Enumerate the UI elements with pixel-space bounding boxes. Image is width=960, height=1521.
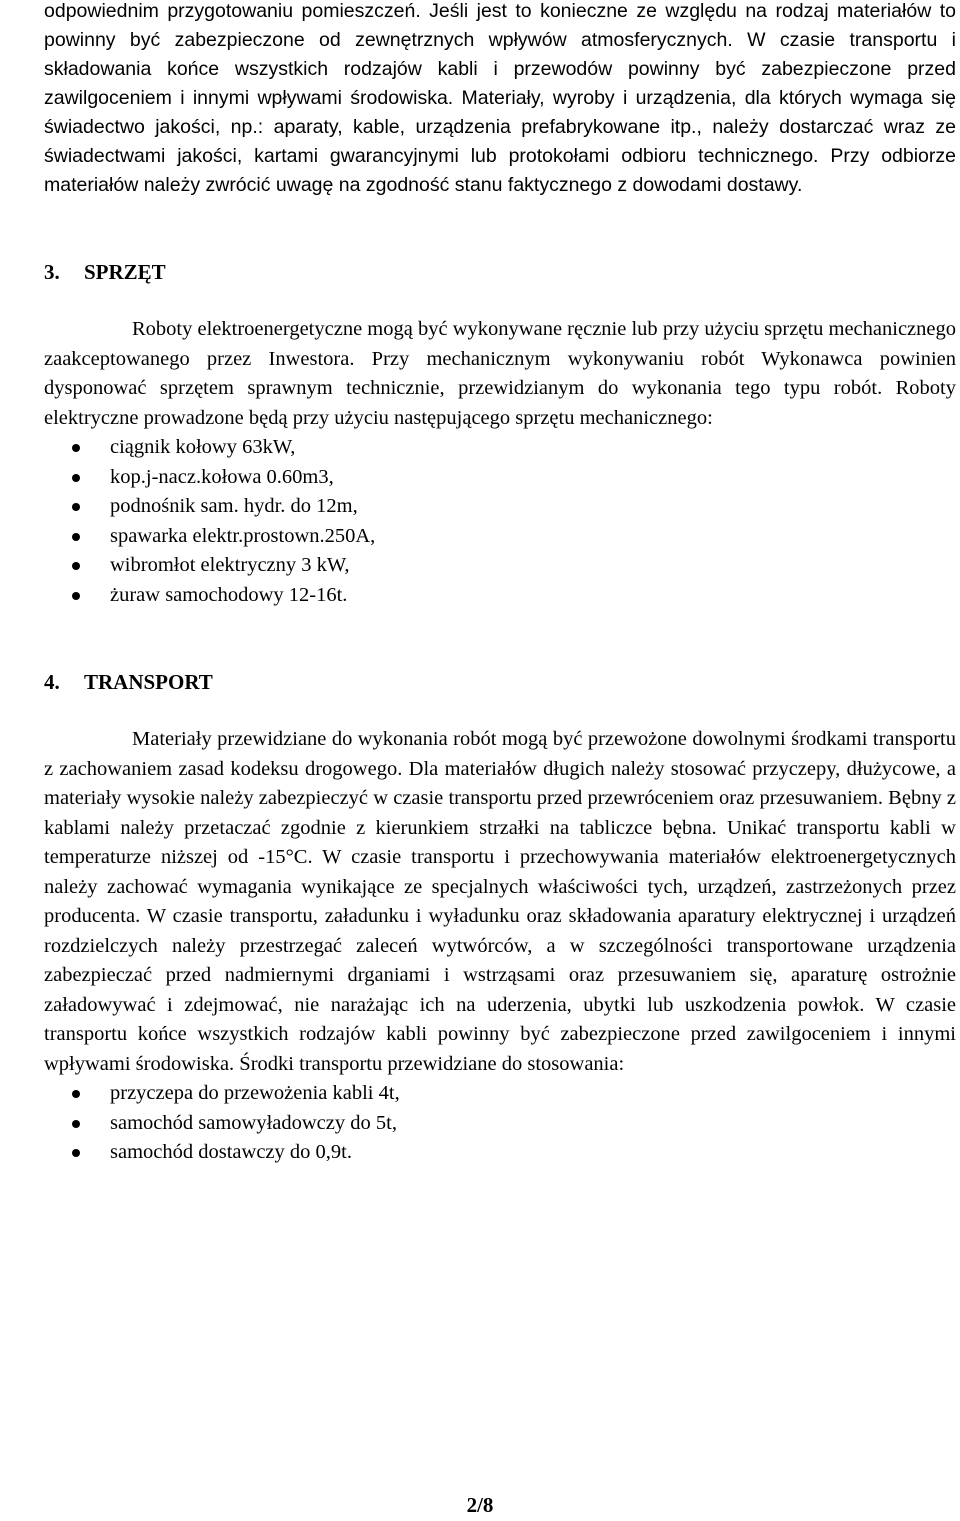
section-3-title: SPRZĘT [84, 260, 166, 284]
bullet-icon [72, 1090, 80, 1098]
list-item: ciągnik kołowy 63kW, [44, 433, 956, 463]
bullet-icon [72, 533, 80, 541]
list-item: wibromłot elektryczny 3 kW, [44, 551, 956, 581]
bullet-icon [72, 444, 80, 452]
list-item: podnośnik sam. hydr. do 12m, [44, 492, 956, 522]
bullet-icon [72, 592, 80, 600]
equipment-list [44, 433, 956, 610]
list-item: spawarka elektr.prostown.250A, [44, 522, 956, 552]
section-3-paragraph: Roboty elektroenergetyczne mogą być wykonywane ręcznie lub przy użyciu sprzętu mechanicznego zaakceptowanego przez Inwestora. Przy mechanicznym wykonywaniu robót Wykonawca powinien dysponować sprzętem sprawnym technicznie, przewidzianym do wykonania tego typu robót. Roboty elektryczne prowadzone będą przy użyciu następującego sprzętu mechanicznego: [44, 318, 956, 429]
page-number: 2/8 [466, 1493, 494, 1517]
list-item: samochód dostawczy do 0,9t. [44, 1138, 956, 1168]
section-4-title: TRANSPORT [84, 670, 213, 694]
document-page [44, 0, 956, 1168]
bullet-icon [72, 1149, 80, 1157]
bullet-icon [72, 562, 80, 570]
list-item: żuraw samochodowy 12-16t. [44, 581, 956, 611]
intro-paragraph: odpowiednim przygotowaniu pomieszczeń. Jeśli jest to konieczne ze względu na rodzaj materiałów to powinny być zabezpieczone od zewnętrznych wpływów atmosferycznych. W czasie transportu i składowania końce wszystkich rodzajów kabli i przewodów powinny być zabezpieczone przed zawilgoceniem i innymi wpływami środowiska. Materiały, wyroby i urządzenia, dla których wymaga się świadectwo jakości, np.: aparaty, kable, urządzenia prefabrykowane itp., należy dostarczać wraz ze świadectwami jakości, kartami gwarancyjnymi lub protokołami odbioru technicznego. Przy odbiorze materiałów należy zwrócić uwagę na zgodność stanu faktycznego z dowodami dostawy. [44, 0, 956, 196]
section-4-heading [44, 668, 956, 697]
list-item: kop.j-nacz.kołowa 0.60m3, [44, 463, 956, 493]
bullet-icon [72, 474, 80, 482]
list-item: samochód samowyładowczy do 5t, [44, 1109, 956, 1139]
section-4-number: 4. [44, 670, 60, 694]
bullet-icon [72, 503, 80, 511]
section-4-paragraph: Materiały przewidziane do wykonania robót mogą być przewożone dowolnymi środkami transportu z zachowaniem zasad kodeksu drogowego. Dla materiałów długich należy stosować przyczepy, dłużycowe, a materiały wysokie należy zabezpieczyć w czasie transportu przed przewróceniem oraz przesuwaniem. Bębny z kablami należy przetaczać zgodnie z kierunkiem strzałki na tabliczce bębna. Unikać transportu kabli w temperaturze niższej od -15°C. W czasie transportu i przechowywania materiałów elektroenergetycznych należy zachować wymagania wynikające ze specjalnych właściwości tych, urządzeń, zastrzeżonych przez producenta. W czasie transportu, załadunku i wyładunku oraz składowania aparatury elektrycznej i urządzeń rozdzielczych należy przestrzegać zaleceń wytwórców, a w szczególności transportowane urządzenia zabezpieczać przed nadmiernymi drganiami i wstrząsami oraz przesuwaniem się, aparaturę ostrożnie załadowywać i zdejmować, nie narażając ich na uderzenia, ubytki lub uszkodzenia powłok. W czasie transportu końce wszystkich rodzajów kabli powinny być zabezpieczone przed zawilgoceniem i innymi wpływami środowiska. Środki transportu przewidziane do stosowania: [44, 728, 956, 1075]
section-3-heading [44, 258, 956, 287]
list-item: przyczepa do przewożenia kabli 4t, [44, 1079, 956, 1109]
bullet-icon [72, 1120, 80, 1128]
transport-list [44, 1079, 956, 1168]
section-3-number: 3. [44, 260, 60, 284]
